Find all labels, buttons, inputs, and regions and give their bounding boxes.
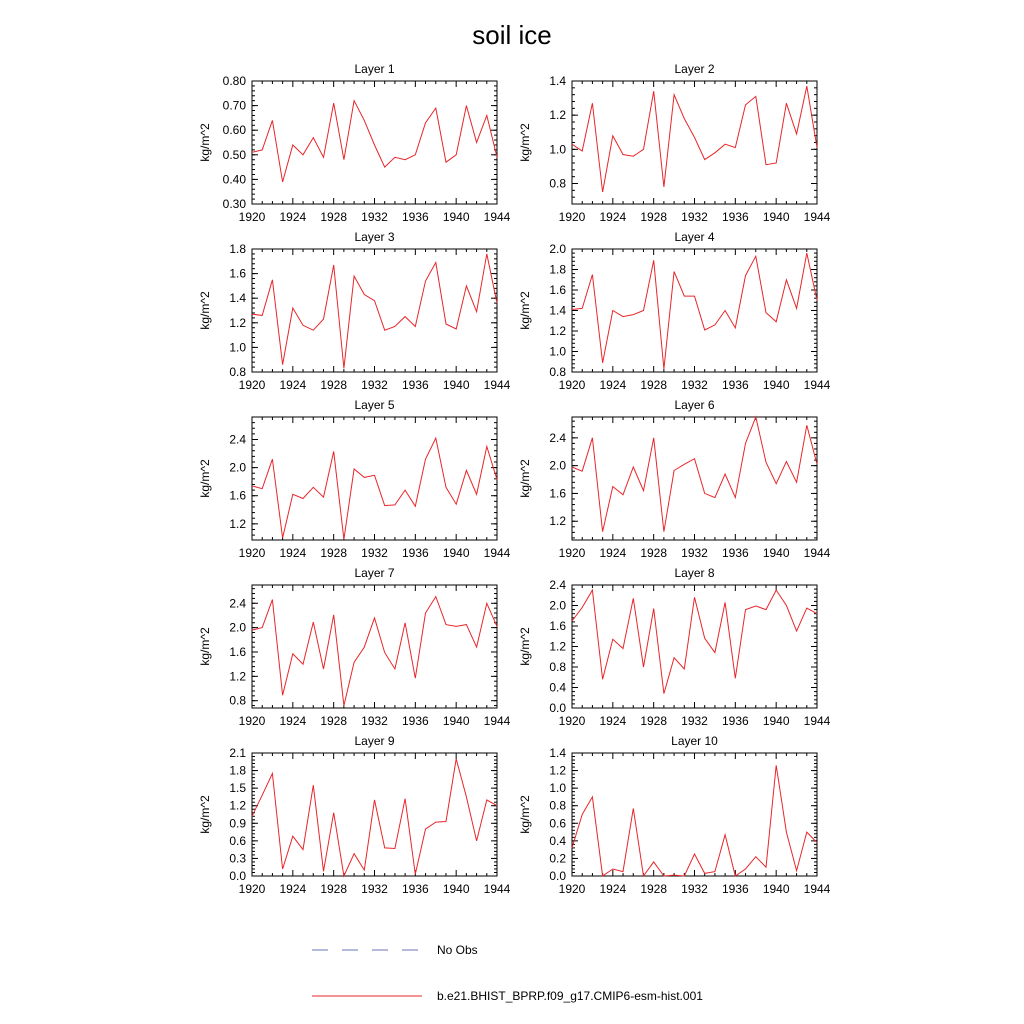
x-tick-label: 1936 — [401, 882, 429, 896]
y-axis-label: kg/m^2 — [518, 459, 532, 498]
y-tick-label: 1.5 — [229, 781, 246, 796]
y-tick-label: 2.4 — [549, 430, 566, 445]
panel-title: Layer 4 — [674, 230, 715, 244]
x-tick-label: 1928 — [640, 546, 668, 560]
plot-frame — [572, 417, 817, 540]
panel-title: Layer 7 — [354, 566, 395, 580]
x-tick-label: 1936 — [401, 546, 429, 560]
x-tick-label: 1920 — [558, 546, 586, 560]
x-tick-label: 1928 — [640, 714, 668, 728]
x-tick-label: 1936 — [401, 714, 429, 728]
y-tick-label: 1.2 — [549, 514, 566, 529]
x-tick-label: 1932 — [681, 210, 708, 224]
y-axis-label: kg/m^2 — [198, 123, 212, 162]
y-tick-label: 0.8 — [549, 798, 566, 813]
x-tick-label: 1920 — [238, 378, 266, 392]
y-tick-label: 1.0 — [229, 340, 246, 355]
x-tick-label: 1940 — [762, 210, 790, 224]
series-line — [252, 254, 497, 368]
panel-layer-7 — [198, 566, 511, 728]
panels-group — [198, 62, 831, 896]
y-tick-label: 2.0 — [549, 458, 566, 473]
x-tick-label: 1924 — [599, 378, 627, 392]
y-tick-label: 2.1 — [229, 746, 246, 760]
y-tick-label: 1.4 — [549, 74, 566, 88]
y-tick-label: 0.9 — [229, 816, 246, 831]
panel-title: Layer 3 — [354, 230, 395, 244]
y-axis-label: kg/m^2 — [518, 627, 532, 666]
y-tick-label: 1.2 — [549, 324, 566, 338]
y-tick-label: 1.0 — [549, 344, 566, 359]
plot-frame — [252, 417, 497, 540]
series-line — [252, 101, 497, 182]
legend-label-no-obs: No Obs — [437, 943, 478, 957]
y-tick-label: 0.4 — [549, 833, 566, 848]
panel-layer-8 — [518, 566, 831, 728]
x-tick-label: 1944 — [803, 378, 831, 392]
x-tick-label: 1924 — [599, 546, 627, 560]
series-line — [572, 86, 817, 192]
x-tick-label: 1932 — [361, 714, 388, 728]
x-tick-label: 1940 — [442, 882, 470, 896]
y-tick-label: 0.0 — [549, 701, 566, 715]
x-tick-label: 1944 — [483, 714, 511, 728]
plot-frame — [252, 753, 497, 876]
y-tick-label: 0.6 — [549, 816, 566, 831]
x-tick-label: 1932 — [361, 546, 388, 560]
x-tick-label: 1920 — [558, 882, 586, 896]
x-tick-label: 1924 — [599, 210, 627, 224]
panel-title: Layer 6 — [674, 398, 715, 412]
series-line — [572, 417, 817, 532]
x-tick-label: 1940 — [762, 546, 790, 560]
y-tick-label: 1.6 — [549, 486, 566, 501]
x-tick-label: 1924 — [279, 882, 307, 896]
y-tick-label: 1.6 — [229, 488, 246, 503]
y-tick-label: 1.8 — [549, 262, 566, 277]
y-axis-label: kg/m^2 — [198, 459, 212, 498]
legend-label-model: b.e21.BHIST_BPRP.f09_g17.CMIP6-esm-hist.001 — [437, 989, 703, 1003]
panel-layer-5 — [198, 398, 511, 560]
x-tick-label: 1940 — [442, 714, 470, 728]
x-tick-label: 1940 — [762, 378, 790, 392]
x-tick-label: 1932 — [361, 882, 388, 896]
y-tick-label: 0.6 — [229, 833, 246, 848]
y-tick-label: 0.4 — [549, 680, 566, 695]
y-tick-label: 2.4 — [229, 432, 246, 447]
x-tick-label: 1920 — [558, 210, 586, 224]
y-tick-label: 1.8 — [229, 242, 246, 256]
panel-layer-3 — [198, 230, 511, 392]
x-tick-label: 1936 — [721, 882, 749, 896]
x-tick-label: 1940 — [762, 714, 790, 728]
y-tick-label: 2.0 — [549, 242, 566, 256]
x-tick-label: 1920 — [238, 210, 266, 224]
y-tick-label: 0.3 — [229, 851, 246, 866]
x-tick-label: 1920 — [238, 546, 266, 560]
y-tick-label: 0.8 — [549, 176, 566, 191]
x-tick-label: 1928 — [320, 378, 348, 392]
panel-title: Layer 8 — [674, 566, 715, 580]
y-tick-label: 0.8 — [549, 365, 566, 379]
x-tick-label: 1944 — [803, 210, 831, 224]
x-tick-label: 1920 — [238, 882, 266, 896]
y-axis-label: kg/m^2 — [198, 291, 212, 330]
series-line — [252, 759, 497, 876]
plot-frame — [572, 249, 817, 372]
x-tick-label: 1928 — [640, 882, 668, 896]
x-tick-label: 1928 — [640, 378, 668, 392]
x-tick-label: 1928 — [320, 546, 348, 560]
x-tick-label: 1944 — [483, 210, 511, 224]
y-tick-label: 0.40 — [222, 172, 246, 187]
y-tick-label: 0.8 — [229, 693, 246, 708]
panel-layer-1 — [198, 62, 511, 224]
x-tick-label: 1924 — [599, 714, 627, 728]
x-tick-label: 1936 — [721, 378, 749, 392]
panel-title: Layer 10 — [671, 734, 718, 748]
y-tick-label: 2.4 — [229, 596, 246, 611]
y-tick-label: 1.2 — [229, 798, 246, 813]
series-line — [252, 597, 497, 706]
y-tick-label: 1.6 — [229, 644, 246, 659]
panel-layer-10 — [518, 734, 831, 896]
series-line — [252, 438, 497, 539]
y-tick-label: 0.60 — [222, 123, 246, 138]
x-tick-label: 1932 — [361, 210, 388, 224]
x-tick-label: 1944 — [483, 882, 511, 896]
panel-title: Layer 5 — [354, 398, 395, 412]
panel-title: Layer 2 — [674, 62, 715, 76]
y-axis-label: kg/m^2 — [518, 795, 532, 834]
x-tick-label: 1920 — [558, 714, 586, 728]
x-tick-label: 1944 — [483, 546, 511, 560]
panel-layer-4 — [518, 230, 831, 392]
plot-frame — [572, 753, 817, 876]
x-tick-label: 1940 — [762, 882, 790, 896]
x-tick-label: 1940 — [442, 210, 470, 224]
plot-frame — [252, 585, 497, 708]
x-tick-label: 1944 — [803, 882, 831, 896]
y-axis-label: kg/m^2 — [518, 291, 532, 330]
x-tick-label: 1924 — [279, 378, 307, 392]
plot-frame — [252, 81, 497, 204]
y-tick-label: 2.0 — [229, 620, 246, 635]
x-tick-label: 1932 — [681, 546, 708, 560]
y-tick-label: 1.6 — [549, 283, 566, 297]
x-tick-label: 1936 — [401, 210, 429, 224]
x-tick-label: 1944 — [483, 378, 511, 392]
y-tick-label: 0.0 — [229, 869, 246, 883]
x-tick-label: 1924 — [279, 210, 307, 224]
y-tick-label: 0.80 — [222, 74, 246, 88]
plot-frame — [572, 585, 817, 708]
y-tick-label: 1.2 — [549, 108, 566, 123]
x-tick-label: 1920 — [238, 714, 266, 728]
y-tick-label: 1.8 — [229, 763, 246, 778]
y-tick-label: 1.2 — [549, 639, 566, 654]
y-tick-label: 1.4 — [549, 303, 566, 318]
y-tick-label: 0.30 — [222, 197, 246, 211]
y-axis-label: kg/m^2 — [198, 627, 212, 666]
y-tick-label: 1.2 — [549, 763, 566, 778]
y-tick-label: 1.0 — [549, 142, 566, 157]
panel-layer-2 — [518, 62, 831, 224]
x-tick-label: 1932 — [361, 378, 388, 392]
y-tick-label: 0.50 — [222, 147, 246, 162]
y-axis-label: kg/m^2 — [198, 795, 212, 834]
y-tick-label: 2.4 — [549, 578, 566, 592]
y-tick-label: 2.0 — [229, 460, 246, 475]
series-line — [572, 253, 817, 369]
plot-frame — [572, 81, 817, 204]
y-tick-label: 2.0 — [549, 598, 566, 613]
y-tick-label: 1.6 — [229, 266, 246, 281]
y-tick-label: 1.2 — [229, 315, 246, 330]
x-tick-label: 1940 — [442, 546, 470, 560]
series-line — [572, 765, 817, 876]
x-tick-label: 1920 — [558, 378, 586, 392]
y-tick-label: 0.2 — [549, 851, 566, 866]
y-tick-label: 1.2 — [229, 669, 246, 684]
x-tick-label: 1944 — [803, 546, 831, 560]
x-tick-label: 1936 — [401, 378, 429, 392]
x-tick-label: 1932 — [681, 378, 708, 392]
x-tick-label: 1924 — [279, 714, 307, 728]
series-line — [572, 590, 817, 694]
x-tick-label: 1936 — [721, 210, 749, 224]
y-tick-label: 1.6 — [549, 619, 566, 633]
x-tick-label: 1936 — [721, 714, 749, 728]
x-tick-label: 1928 — [320, 210, 348, 224]
x-tick-label: 1932 — [681, 882, 708, 896]
x-tick-label: 1928 — [320, 714, 348, 728]
panel-layer-9 — [198, 734, 511, 896]
y-tick-label: 1.4 — [549, 746, 566, 760]
panel-layer-6 — [518, 398, 831, 560]
x-tick-label: 1940 — [442, 378, 470, 392]
y-tick-label: 0.70 — [222, 98, 246, 113]
x-tick-label: 1928 — [640, 210, 668, 224]
y-tick-label: 1.2 — [229, 516, 246, 531]
x-tick-label: 1924 — [279, 546, 307, 560]
legend — [312, 943, 703, 1003]
x-tick-label: 1924 — [599, 882, 627, 896]
panel-title: Layer 1 — [354, 62, 395, 76]
y-tick-label: 1.0 — [549, 781, 566, 796]
figure-title: soil ice — [472, 20, 552, 50]
x-tick-label: 1944 — [803, 714, 831, 728]
x-tick-label: 1936 — [721, 546, 749, 560]
x-tick-label: 1928 — [320, 882, 348, 896]
x-tick-label: 1932 — [681, 714, 708, 728]
y-tick-label: 1.4 — [229, 291, 246, 306]
y-tick-label: 0.8 — [549, 660, 566, 674]
y-axis-label: kg/m^2 — [518, 123, 532, 162]
y-tick-label: 0.0 — [549, 869, 566, 883]
panel-title: Layer 9 — [354, 734, 395, 748]
y-tick-label: 0.8 — [229, 365, 246, 379]
